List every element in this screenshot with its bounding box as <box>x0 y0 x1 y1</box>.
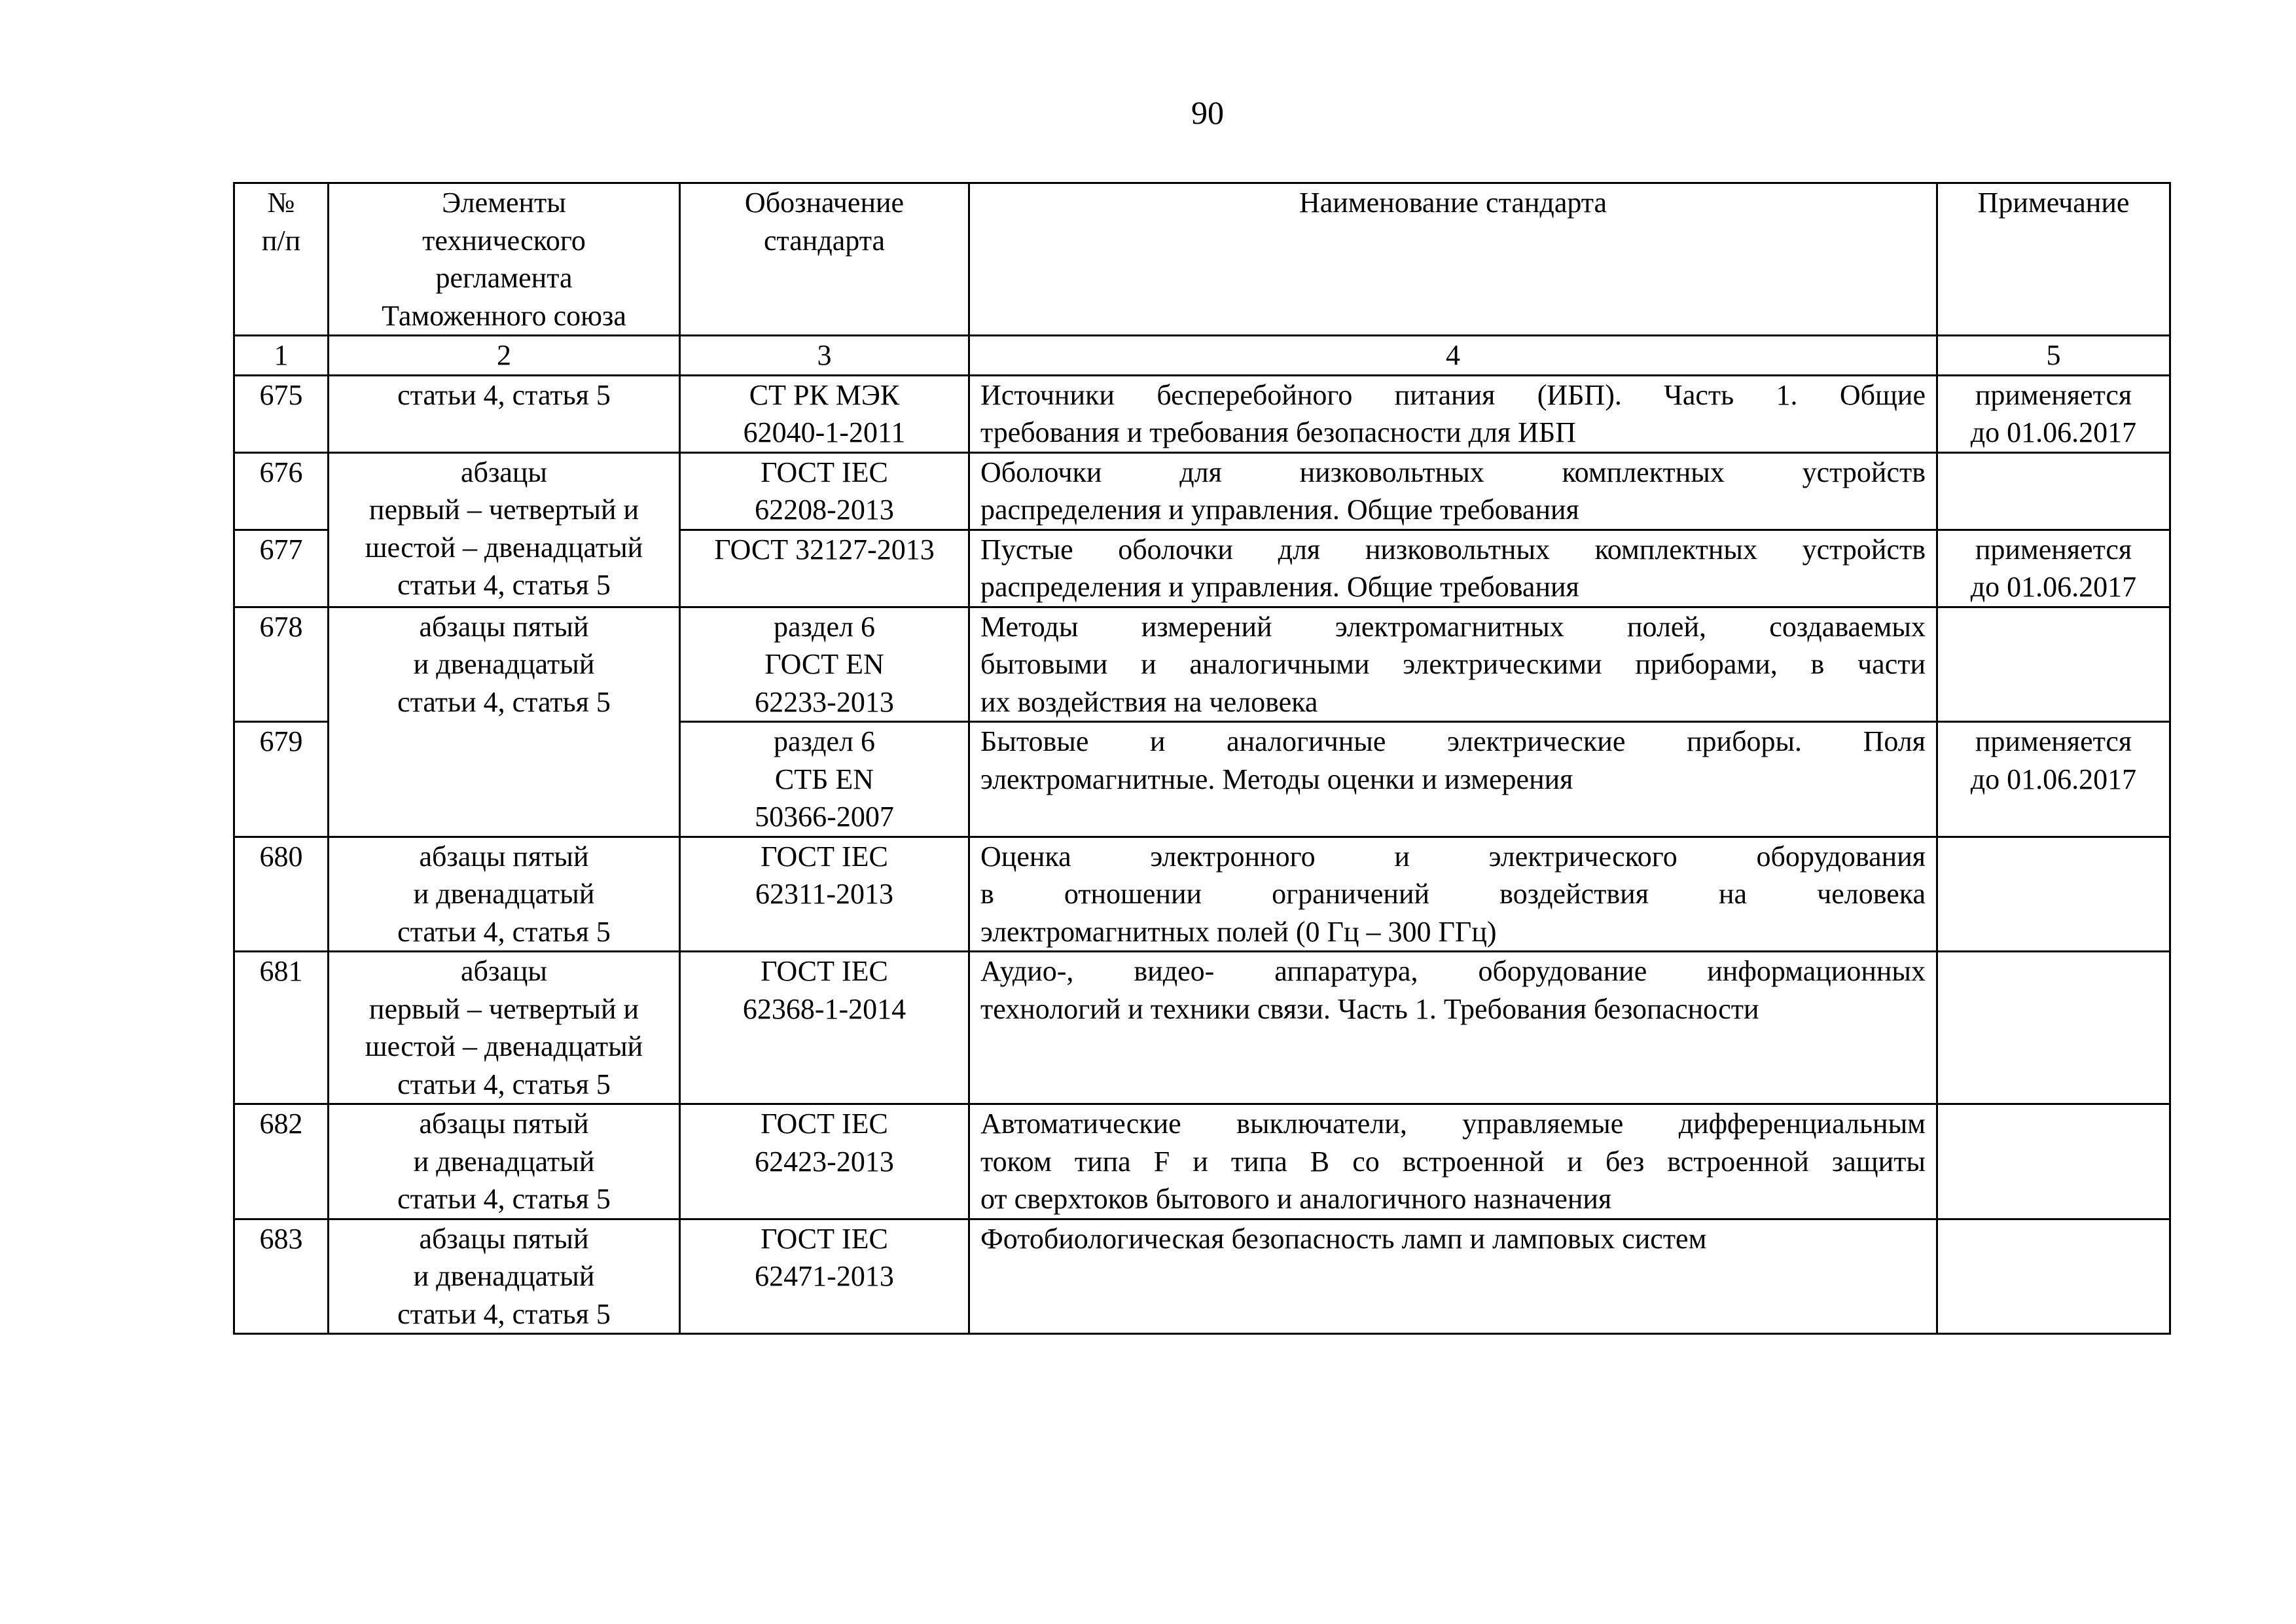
row-note: применяется до 01.06.2017 <box>1937 530 2170 607</box>
row-designation: ГОСТ IEC 62208-2013 <box>680 452 969 530</box>
row-designation: ГОСТ IEC 62423-2013 <box>680 1104 969 1219</box>
row-note: применяется до 01.06.2017 <box>1937 722 2170 837</box>
header-col-elements: Элементы технического регламента Таможенного союза <box>329 183 680 336</box>
standards-table <box>233 182 2171 1335</box>
row-standard-name: Оценка электронного и электрического оборудования в отношении ограничений воздействия на человека электромагнитных полей (0 Гц – 300 ГГц) <box>969 837 1937 952</box>
row-number: 677 <box>234 530 329 607</box>
row-note <box>1937 607 2170 722</box>
row-elements: абзацы первый – четвертый и шестой – двенадцатый статьи 4, статья 5 <box>329 952 680 1104</box>
row-elements: абзацы первый – четвертый и шестой – двенадцатый статьи 4, статья 5 <box>329 452 680 607</box>
row-note <box>1937 837 2170 952</box>
row-note <box>1937 952 2170 1104</box>
header-col-designation: Обозначение стандарта <box>680 183 969 336</box>
row-note <box>1937 1104 2170 1219</box>
row-number: 683 <box>234 1219 329 1334</box>
table-row <box>234 452 2170 530</box>
table-row <box>234 1219 2170 1334</box>
row-standard-name: Фотобиологическая безопасность ламп и ламповых систем <box>969 1219 1937 1334</box>
row-designation: раздел 6 ГОСТ EN 62233-2013 <box>680 607 969 722</box>
row-designation: ГОСТ IEC 62471-2013 <box>680 1219 969 1334</box>
row-designation: ГОСТ IEC 62311-2013 <box>680 837 969 952</box>
row-elements: абзацы пятый и двенадцатый статьи 4, статья 5 <box>329 1219 680 1334</box>
row-number: 675 <box>234 375 329 452</box>
row-number: 676 <box>234 452 329 530</box>
row-number: 682 <box>234 1104 329 1219</box>
row-elements: статьи 4, статья 5 <box>329 375 680 452</box>
row-designation: СТ РК МЭК 62040-1-2011 <box>680 375 969 452</box>
header-col-name: Наименование стандарта <box>969 183 1937 336</box>
table-row <box>234 952 2170 1104</box>
header-col-note: Примечание <box>1937 183 2170 336</box>
row-standard-name: Пустые оболочки для низковольтных комплектных устройств распределения и управления. Общие требования <box>969 530 1937 607</box>
row-note <box>1937 452 2170 530</box>
row-note <box>1937 1219 2170 1334</box>
table-row <box>234 837 2170 952</box>
column-number: 2 <box>329 336 680 376</box>
column-number: 3 <box>680 336 969 376</box>
row-elements: абзацы пятый и двенадцатый статьи 4, статья 5 <box>329 607 680 837</box>
row-standard-name: Оболочки для низковольтных комплектных устройств распределения и управления. Общие требования <box>969 452 1937 530</box>
table-row <box>234 1104 2170 1219</box>
table-row <box>234 375 2170 452</box>
column-number-row <box>234 336 2170 376</box>
row-standard-name: Аудио-, видео- аппаратура, оборудование информационных технологий и техники связи. Часть 1. Требования безопасности <box>969 952 1937 1104</box>
row-designation: ГОСТ 32127-2013 <box>680 530 969 607</box>
row-standard-name: Источники бесперебойного питания (ИБП). Часть 1. Общие требования и требования безопасности для ИБП <box>969 375 1937 452</box>
row-standard-name: Методы измерений электромагнитных полей, создаваемых бытовыми и аналогичными электрическими приборами, в части их воздействия на человека <box>969 607 1937 722</box>
row-number: 681 <box>234 952 329 1104</box>
header-row <box>234 183 2170 336</box>
column-number: 5 <box>1937 336 2170 376</box>
row-standard-name: Бытовые и аналогичные электрические приборы. Поля электромагнитные. Методы оценки и измерения <box>969 722 1937 837</box>
column-number: 1 <box>234 336 329 376</box>
header-col-number: № п/п <box>234 183 329 336</box>
page-number: 90 <box>1191 94 1224 131</box>
row-elements: абзацы пятый и двенадцатый статьи 4, статья 5 <box>329 837 680 952</box>
row-standard-name: Автоматические выключатели, управляемые дифференциальным током типа F и типа B со встроенной и без встроенной защиты от сверхтоков бытового и аналогичного назначения <box>969 1104 1937 1219</box>
row-elements: абзацы пятый и двенадцатый статьи 4, статья 5 <box>329 1104 680 1219</box>
row-number: 678 <box>234 607 329 722</box>
row-number: 680 <box>234 837 329 952</box>
table-row <box>234 607 2170 722</box>
row-note: применяется до 01.06.2017 <box>1937 375 2170 452</box>
column-number: 4 <box>969 336 1937 376</box>
row-number: 679 <box>234 722 329 837</box>
row-designation: раздел 6 СТБ EN 50366-2007 <box>680 722 969 837</box>
row-designation: ГОСТ IEC 62368-1-2014 <box>680 952 969 1104</box>
